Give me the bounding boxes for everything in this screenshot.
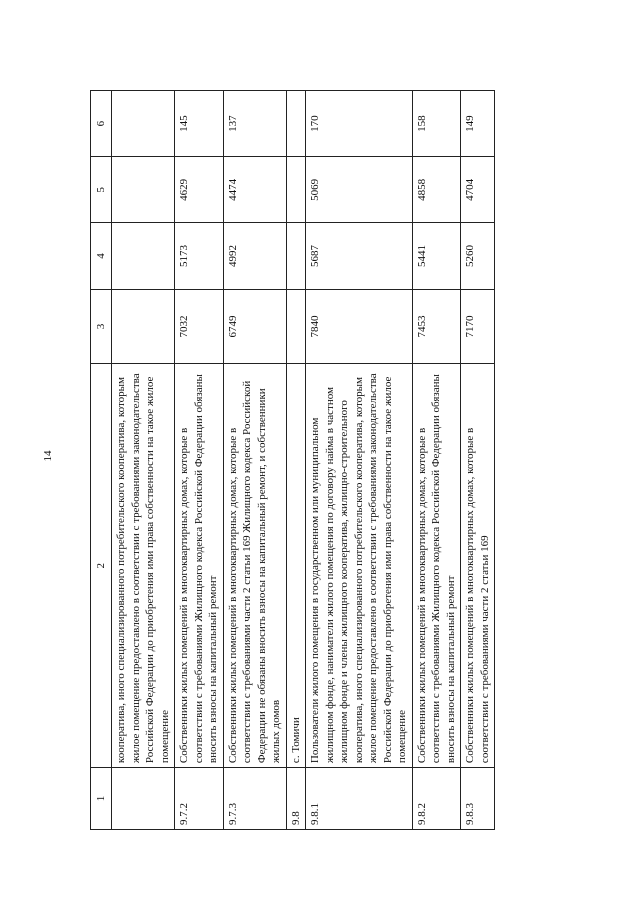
value-col-3: 7170	[461, 289, 495, 364]
table-row	[412, 91, 461, 830]
row-description: кооператива, иного специализированного потребительского кооператива, которым жилое помещение предоставлено в соответствии с требованиями законодательства Российской Федерации до приобретения ими права собственности на такое жилое помещение	[112, 364, 175, 768]
table-row	[223, 91, 286, 830]
value-col-6: 137	[223, 91, 286, 157]
value-col-4: 5441	[412, 223, 461, 289]
row-description: Пользователи жилого помещения в государственном или муниципальном жилищном фонде, наниматели жилого помещения по договору найма в частном жилищном фонде и члены жилищного кооператива, жилищно-строительного кооператива, иного специализированного потребительского кооператива, которым жилое помещение предоставлено в соответствии с требованиями законодательства Российской Федерации до приобретения ими права собственности на такое жилое помещение	[306, 364, 413, 768]
row-code: 9.8.2	[412, 768, 461, 830]
header-cell: 6	[91, 91, 112, 157]
table-row	[286, 91, 306, 830]
header-cell: 4	[91, 223, 112, 289]
value-col-5	[286, 157, 306, 223]
header-cell: 3	[91, 289, 112, 364]
value-col-5: 5069	[306, 157, 413, 223]
value-col-5: 4704	[461, 157, 495, 223]
row-code: 9.8.3	[461, 768, 495, 830]
value-col-3	[286, 289, 306, 364]
value-col-6: 158	[412, 91, 461, 157]
value-col-4: 4992	[223, 223, 286, 289]
value-col-5: 4629	[175, 157, 224, 223]
value-col-6: 145	[175, 91, 224, 157]
row-code: 9.7.2	[175, 768, 224, 830]
value-col-6: 149	[461, 91, 495, 157]
value-col-4	[286, 223, 306, 289]
row-code: 9.7.3	[223, 768, 286, 830]
table-row	[112, 91, 175, 830]
value-col-5: 4858	[412, 157, 461, 223]
value-col-4: 5687	[306, 223, 413, 289]
table-row	[175, 91, 224, 830]
header-cell: 2	[91, 364, 112, 768]
value-col-6	[286, 91, 306, 157]
value-col-5: 4474	[223, 157, 286, 223]
row-description: с. Томичи	[286, 364, 306, 768]
value-col-3	[112, 289, 175, 364]
value-col-4: 5173	[175, 223, 224, 289]
header-cell: 5	[91, 157, 112, 223]
value-col-3: 7032	[175, 289, 224, 364]
table-row	[306, 91, 413, 830]
header-row	[91, 91, 112, 830]
row-description: Собственники жилых помещений в многоквартирных домах, которые в соответствии с требованиями Жилищного кодекса Российской Федерации обязаны вносить взносы на капитальный ремонт	[175, 364, 224, 768]
header-cell: 1	[91, 768, 112, 830]
value-col-5	[112, 157, 175, 223]
row-description: Собственники жилых помещений в многоквартирных домах, которые в соответствии с требованиями части 2 статьи 169 Жилищного кодекса Российской Федерации не обязаны вносить взносы на капитальный ремонт, и собственники жилых домов	[223, 364, 286, 768]
row-description: Собственники жилых помещений в многоквартирных домах, которые в соответствии с требованиями части 2 статьи 169	[461, 364, 495, 768]
value-col-3: 6749	[223, 289, 286, 364]
tariff-table	[90, 90, 495, 830]
value-col-6: 170	[306, 91, 413, 157]
value-col-6	[112, 91, 175, 157]
page-number: 14	[42, 450, 54, 462]
row-code: 9.8.1	[306, 768, 413, 830]
value-col-3: 7453	[412, 289, 461, 364]
row-code	[112, 768, 175, 830]
value-col-4	[112, 223, 175, 289]
rotated-table-container	[90, 90, 610, 830]
value-col-4: 5260	[461, 223, 495, 289]
row-description: Собственники жилых помещений в многоквартирных домах, которые в соответствии с требованиями Жилищного кодекса Российской Федерации обязаны вносить взносы на капитальный ремонт	[412, 364, 461, 768]
row-code: 9.8	[286, 768, 306, 830]
table-row	[461, 91, 495, 830]
value-col-3: 7840	[306, 289, 413, 364]
